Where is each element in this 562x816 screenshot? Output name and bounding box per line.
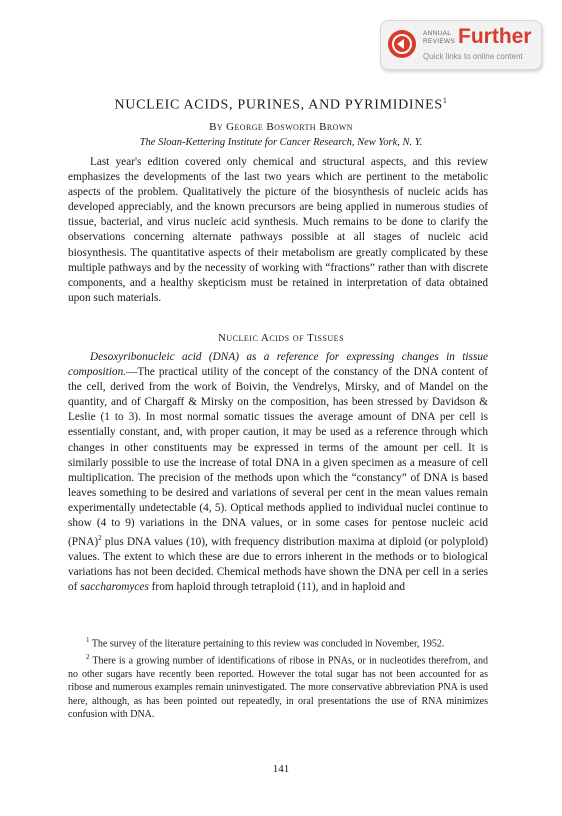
- badge-further-label: Further: [458, 25, 532, 48]
- author-line: By George Bosworth Brown: [209, 121, 353, 133]
- badge-publisher-label: ANNUAL REVIEWS: [423, 30, 456, 45]
- footnote-ref-1[interactable]: 1: [442, 96, 448, 105]
- footnote-ref-2[interactable]: 2: [98, 534, 102, 543]
- article-title: NUCLEIC ACIDS, PURINES, AND PYRIMIDINES$^1$: [114, 96, 448, 113]
- footnote-1: $^1$ The survey of the literature pertaining to this review was concluded in November, 1952.: [86, 636, 445, 650]
- play-icon: [388, 30, 416, 58]
- section-heading: Nucleic Acids of Tissues: [217, 332, 345, 344]
- paragraph-lead-italic: Desoxyribonucleic acid (DNA) as a reference for expressing changes in tissue composition.: [68, 351, 488, 379]
- badge-subtitle: Quick links to online content: [423, 52, 523, 61]
- annual-reviews-further-badge[interactable]: [380, 20, 542, 70]
- affiliation-line: The Sloan-Kettering Institute for Cancer Research, New York, N. Y.: [139, 137, 423, 148]
- page-number: 141: [272, 763, 290, 775]
- footnotes: [68, 634, 488, 722]
- species-italic: saccharomyces: [80, 581, 149, 594]
- footnote-2: $^2$ There is a growing number of identifications of ribose in PNAs, or in nucleotides therefrom, and no other sugars have recently been reported. However the total sugar has not been accounted for as ribose and numerous examples remain uninvestigated. The more conservative abbreviation PNA is used here, although, as has been pointed out repeatedly, in oral presentations the use of RNA minimizes confusion with DNA.: [68, 652, 488, 721]
- intro-paragraph: Last year's edition covered only chemical and structural aspects, and this review emphasizes the developments of the last two years which are pertinent to the metabolic aspects of the problem. Qualitatively the picture of the biosynthesis of nucleic acids has developed appreciably, and the known precursors are being applied in numerous studies of tissue, bacterial, and virus nucleic acid synthesis. Much remains to be done to clarify the observations concerning alternate pathways possible at all stages of nucleic acid biosynthesis. The quantitative aspects of their metabolism are greatly complicated by these multiple pathways and by the necessity of working with “fractions” rather than with discrete components, and a healthy skepticism must be retained in interpretation of data obtained upon such materials.: [68, 156, 488, 304]
- body-paragraph: Desoxyribonucleic acid (DNA) as a reference for expressing changes in tissue composition.—The practical utility of the concept of the constancy of the DNA content of the cell, derived from the work of Boivin, the Vendrelys, Mirsky, and of Mandel on the quantity, and of Chargaff & Mirsky on the composition, has been stressed by Davidson & Leslie (1 to 3). In most normal somatic tissues the average amount of DNA per cell is essentially constant, and, with proper caution, it may be used as a reference through which changes in other constituents may be expressed in terms of the amount per cell. It is similarly possible to use the increase of total DNA in a given specimen as a measure of cell multiplication. The precision of the methods upon which the “constancy” of DNA is based leaves something to be desired and variations of several per cent in the mean values remain experimentally undetectable (4, 5). Optical methods applied to individual nuclei continue to show (4 to 9) variations in the DNA values, or in some cases for pentose nucleic acid (PNA)$^2$ plus DNA values (10), with frequency distribution maxima at diploid (or polyploid) values. The extent to which these are due to errors inherent in the methods or to biological variations has not been decided. Chemical methods have shown the DNA per cell in a series of saccharomyces from haploid through tetraploid (11), and in haploid and: [68, 351, 488, 594]
